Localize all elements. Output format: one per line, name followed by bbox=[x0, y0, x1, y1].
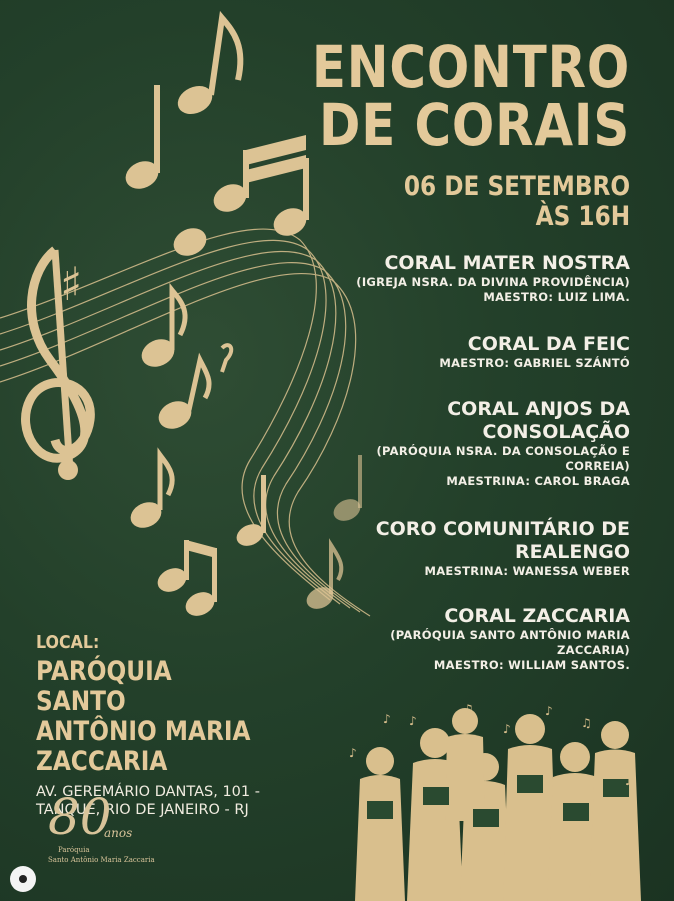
choir-detail: (IGREJA NSRA. DA DIVINA PROVIDÊNCIA) bbox=[356, 275, 630, 289]
choir-3 bbox=[376, 398, 630, 489]
place-line: ANTÔNIO MARIA bbox=[36, 716, 251, 747]
place-line: PARÓQUIA SANTO bbox=[36, 656, 172, 717]
choir-5 bbox=[390, 605, 630, 673]
choir-detail: ZACCARIA) bbox=[556, 643, 630, 657]
svg-text:♪: ♪ bbox=[349, 746, 357, 760]
event-title bbox=[311, 33, 630, 159]
logo-anos: anos bbox=[104, 826, 133, 840]
svg-text:♫: ♫ bbox=[581, 716, 592, 730]
instagram-avatar-icon[interactable] bbox=[10, 866, 36, 892]
choir-name: CORO COMUNITÁRIO DE bbox=[375, 518, 630, 540]
choir-detail: MAESTRINA: CAROL BRAGA bbox=[446, 474, 630, 488]
location-label: LOCAL: bbox=[36, 632, 100, 653]
choir-2 bbox=[439, 333, 630, 371]
date-line-2: ÀS 16H bbox=[535, 201, 630, 232]
svg-text:♪: ♪ bbox=[545, 704, 553, 718]
title-line-2: DE CORAIS bbox=[318, 91, 630, 159]
logo-number: 80 bbox=[48, 788, 112, 846]
address-line: TANQUE, RIO DE JANEIRO - RJ bbox=[36, 802, 249, 818]
event-date bbox=[404, 172, 630, 232]
choir-detail: MAESTRO: WILLIAM SANTOS. bbox=[433, 658, 630, 672]
choir-name: CORAL DA FEIC bbox=[467, 333, 630, 355]
choir-name: CORAL MATER NOSTRA bbox=[384, 252, 630, 274]
svg-text:♪: ♪ bbox=[409, 714, 417, 728]
svg-text:♪: ♪ bbox=[625, 774, 633, 788]
choir-4 bbox=[376, 518, 630, 579]
choir-name: CORAL ANJOS DA bbox=[447, 398, 630, 420]
choir-name: CORAL ZACCARIA bbox=[444, 605, 630, 627]
svg-text:♪: ♪ bbox=[383, 712, 391, 726]
svg-text:♪: ♪ bbox=[503, 722, 511, 736]
choir-detail: MAESTRO: LUIZ LIMA. bbox=[483, 290, 630, 304]
svg-text:♫: ♫ bbox=[463, 702, 474, 716]
choir-detail: MAESTRO: GABRIEL SZÁNTÓ bbox=[439, 356, 630, 370]
date-line-1: 06 DE SETEMBRO bbox=[403, 171, 630, 202]
address-line: AV. GEREMÁRIO DANTAS, 101 - bbox=[36, 784, 260, 800]
choir-name: CONSOLAÇÃO bbox=[482, 421, 630, 443]
choir-silhouette-icon bbox=[345, 701, 645, 901]
choir-detail: MAESTRINA: WANESSA WEBER bbox=[424, 564, 630, 578]
logo-line-2: Santo Antônio Maria Zaccaria bbox=[48, 856, 155, 864]
choir-detail: CORREIA) bbox=[565, 459, 630, 473]
choir-1 bbox=[356, 252, 630, 305]
location-place bbox=[36, 657, 268, 777]
place-line: ZACCARIA bbox=[36, 746, 168, 777]
choir-name: REALENGO bbox=[514, 541, 630, 563]
choir-detail: (PARÓQUIA NSRA. DA CONSOLAÇÃO E bbox=[376, 444, 630, 458]
choir-detail: (PARÓQUIA SANTO ANTÔNIO MARIA bbox=[390, 628, 630, 642]
logo-line-1: Paróquia bbox=[58, 846, 90, 854]
svg-text:♯: ♯ bbox=[60, 257, 83, 311]
title-line-1: ENCONTRO bbox=[311, 33, 630, 101]
